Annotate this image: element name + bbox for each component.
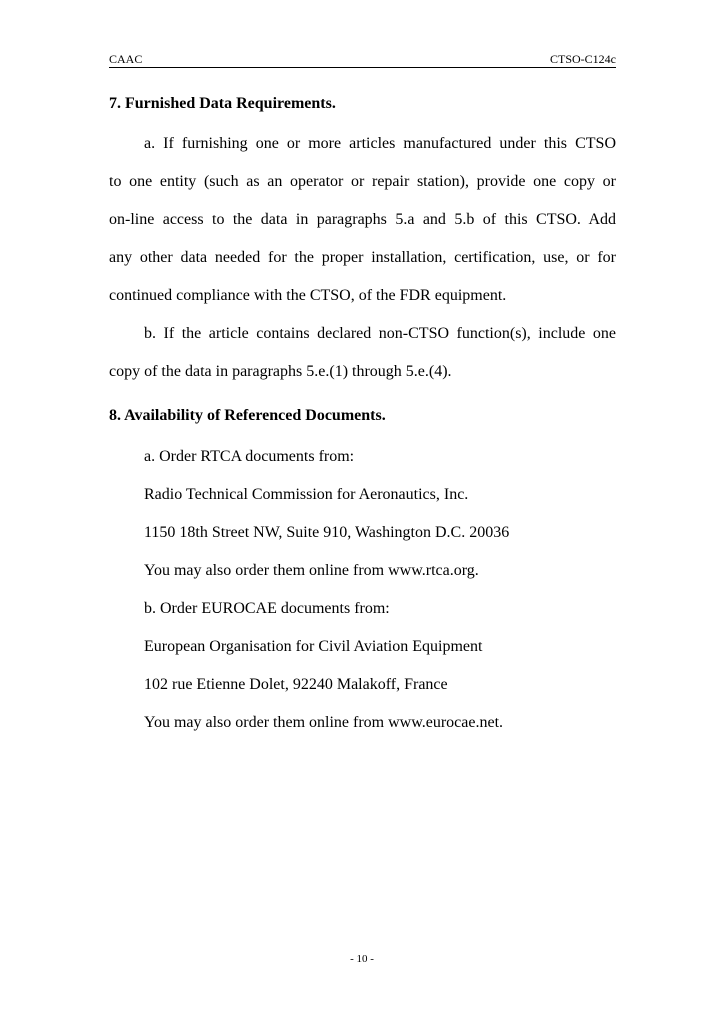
page-number: - 10 -	[350, 953, 374, 965]
rtca-online: You may also order them online from www.rtca.org.	[144, 562, 479, 579]
rtca-name: Radio Technical Commission for Aeronautics, Inc.	[144, 486, 469, 503]
para-7a-line-4: any other data needed for the proper installation, certification, use, or for	[109, 249, 616, 266]
eurocae-online: You may also order them online from www.eurocae.net.	[144, 714, 504, 731]
eurocae-name: European Organisation for Civil Aviation Equipment	[144, 638, 483, 655]
header-org: CAAC	[109, 52, 143, 66]
header-doc-number: CTSO-C124c	[550, 52, 616, 66]
header-divider	[109, 67, 616, 68]
section-8-heading: 8. Availability of Referenced Documents.	[109, 407, 386, 424]
eurocae-order-line: b. Order EUROCAE documents from:	[144, 600, 390, 617]
rtca-order-line: a. Order RTCA documents from:	[144, 448, 355, 465]
eurocae-address: 102 rue Etienne Dolet, 92240 Malakoff, France	[144, 676, 448, 693]
para-7b-line-2: copy of the data in paragraphs 5.e.(1) through 5.e.(4).	[109, 363, 452, 380]
rtca-address: 1150 18th Street NW, Suite 910, Washington D.C. 20036	[144, 524, 510, 541]
para-7a-line-5: continued compliance with the CTSO, of the FDR equipment.	[109, 287, 507, 304]
section-7-heading: 7. Furnished Data Requirements.	[109, 95, 336, 112]
para-7b-line-1: b. If the article contains declared non-CTSO function(s), include one	[144, 325, 616, 342]
para-7a-line-1: a. If furnishing one or more articles manufactured under this CTSO	[144, 135, 616, 152]
para-7a-line-2: to one entity (such as an operator or repair station), provide one copy or	[109, 173, 616, 190]
para-7a-line-3: on-line access to the data in paragraphs 5.a and 5.b of this CTSO. Add	[109, 211, 616, 228]
